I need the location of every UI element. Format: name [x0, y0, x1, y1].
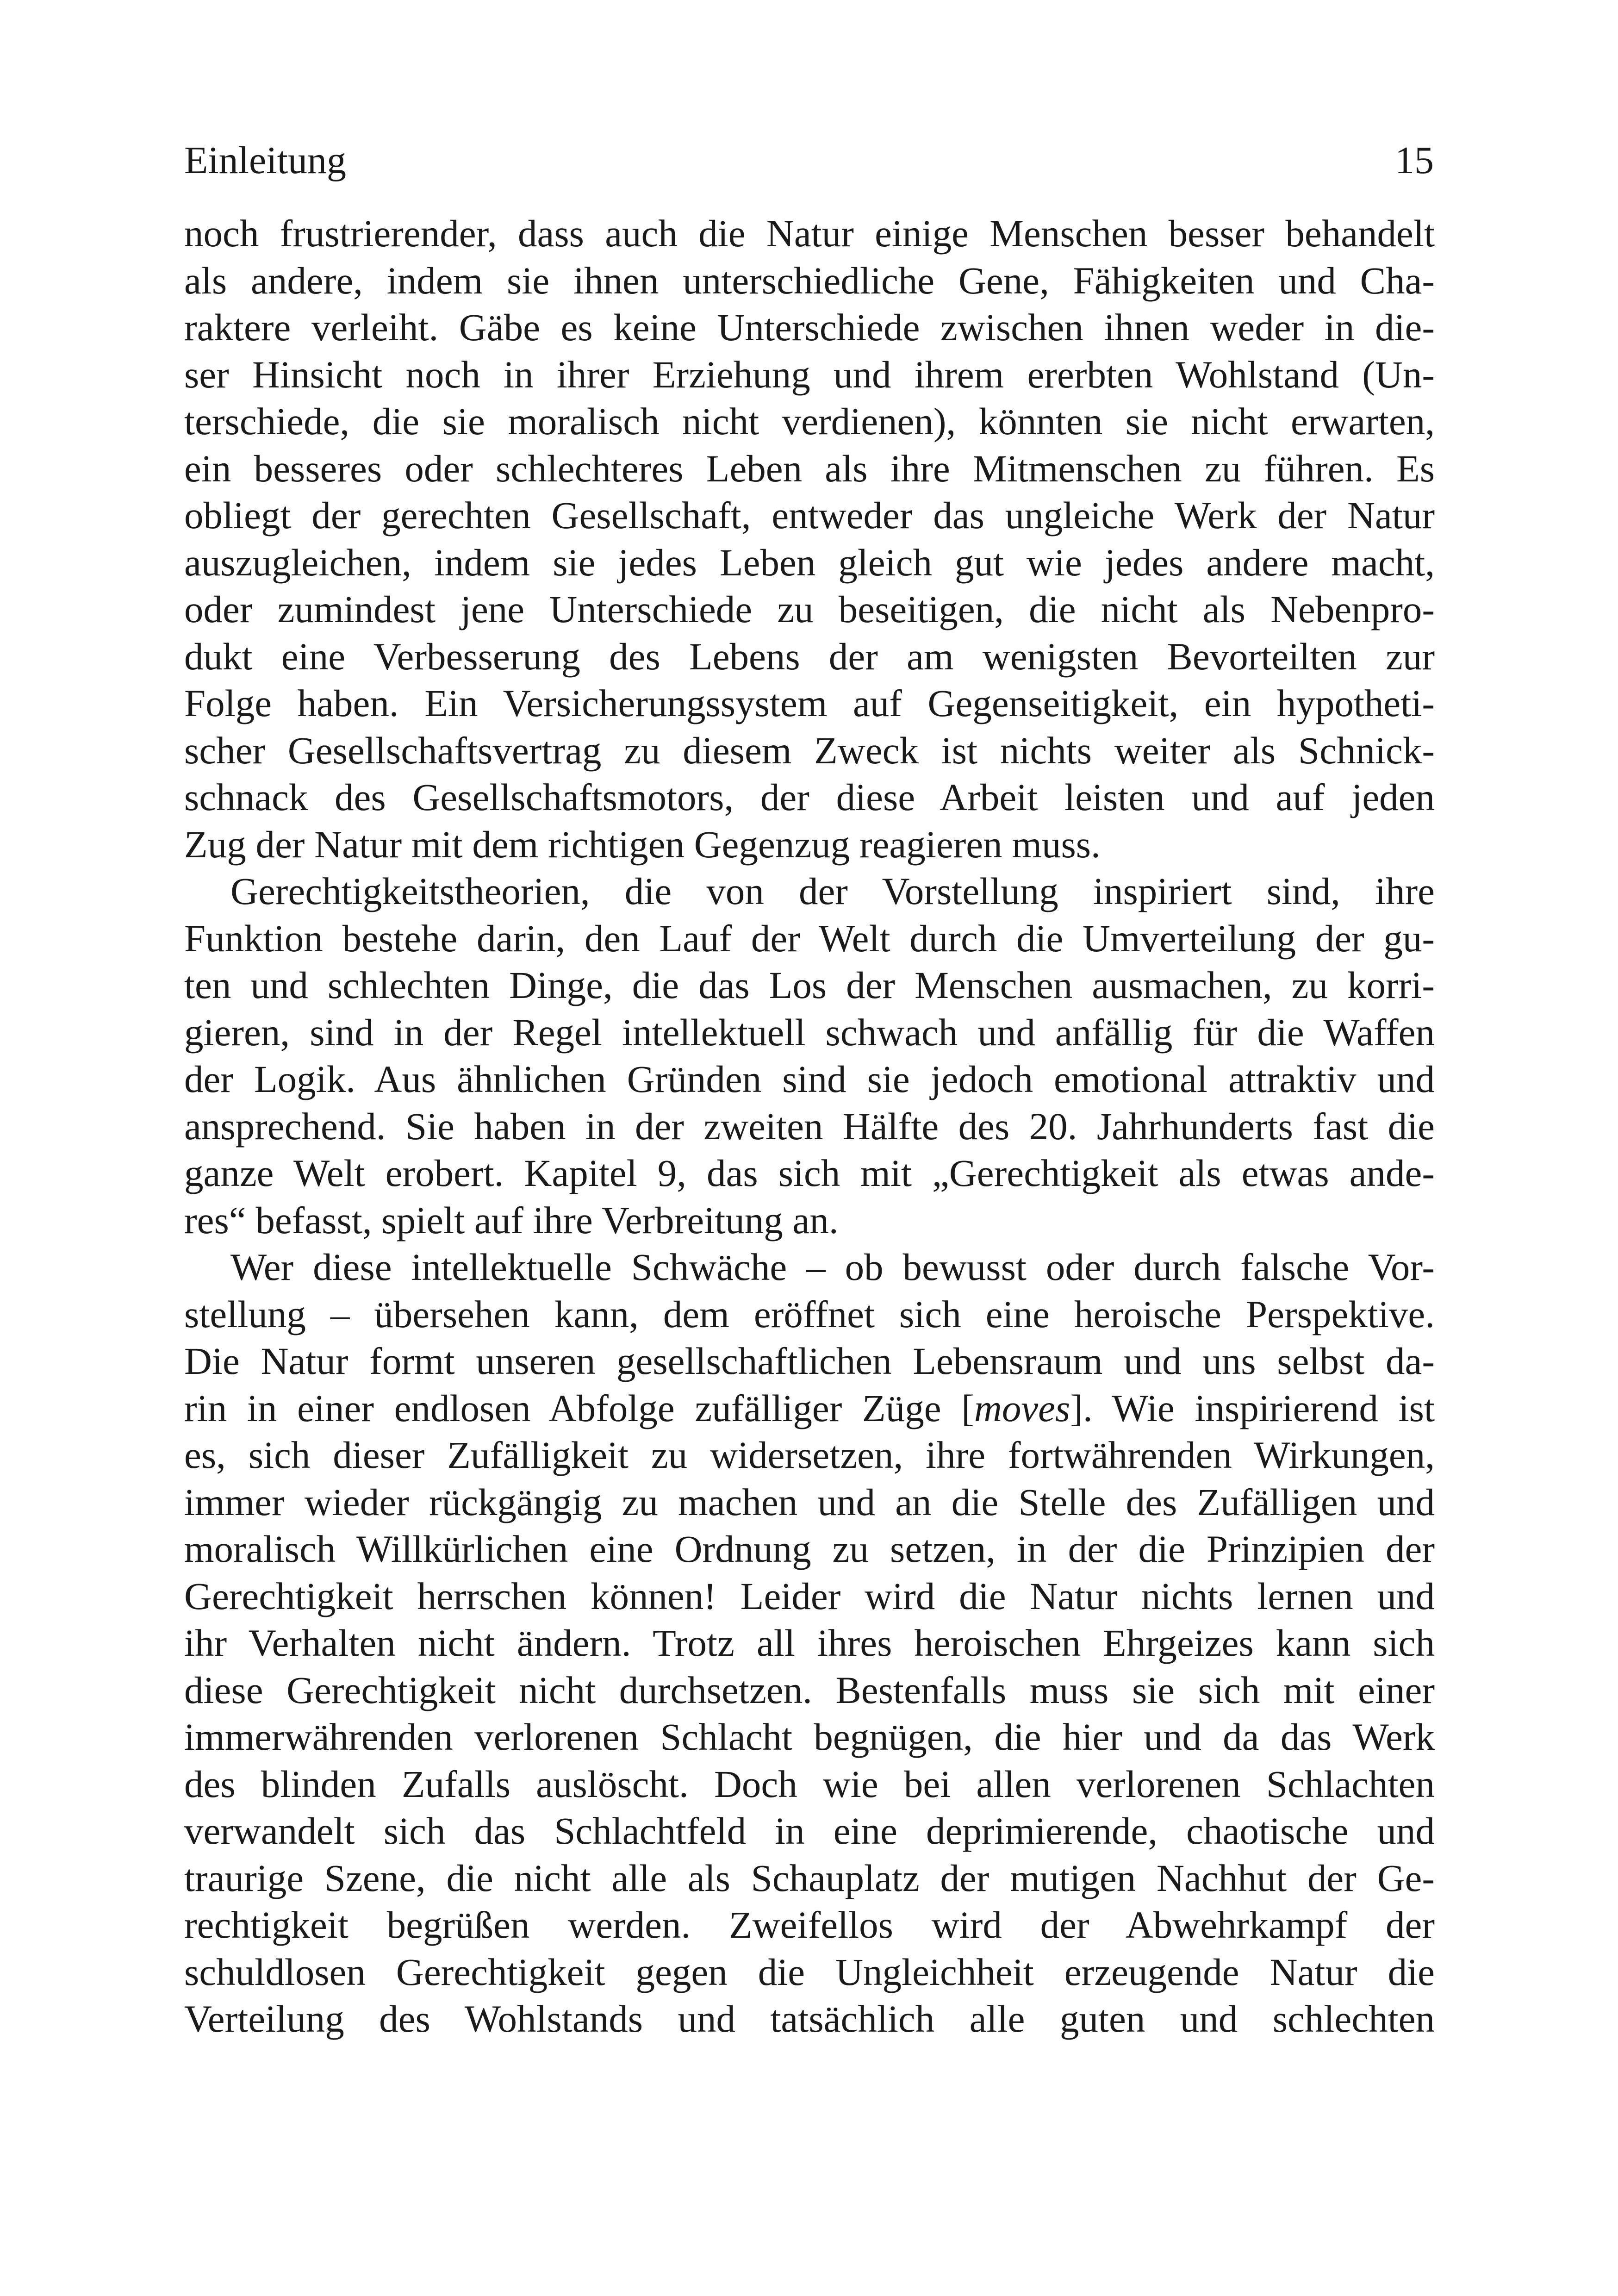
text-line: verwandelt sich das Schlachtfeld in eine deprimierende, chaotische und: [184, 1809, 1435, 1852]
text-line: Folge haben. Ein Versicherungssystem auf Gegenseitigkeit, ein hypotheti-: [184, 682, 1435, 724]
text-line: der Logik. Aus ähnlichen Gründen sind sie jedoch emotional attraktiv und: [184, 1058, 1435, 1100]
text-line: scher Gesellschaftsvertrag zu diesem Zweck ist nichts weiter als Schnick-: [184, 729, 1435, 772]
text-line: ihr Verhalten nicht ändern. Trotz all ihres heroischen Ehrgeizes kann sich: [184, 1622, 1435, 1664]
text-line: des blinden Zufalls auslöscht. Doch wie bei allen verlorenen Schlachten: [184, 1762, 1435, 1805]
text-line: als andere, indem sie ihnen unterschiedliche Gene, Fähigkeiten und Cha-: [184, 259, 1435, 302]
text-fragment: rin in einer endlosen Abfolge zufälliger Züge [: [184, 1386, 974, 1429]
text-line: stellung – übersehen kann, dem eröffnet sich eine heroische Perspektive.: [184, 1292, 1435, 1335]
text-line: ganze Welt erobert. Kapitel 9, das sich mit „Gerechtigkeit als etwas ande-: [184, 1152, 1435, 1194]
text-line: traurige Szene, die nicht alle als Schauplatz der mutigen Nachhut der Ge-: [184, 1856, 1435, 1899]
text-line: Gerechtigkeitstheorien, die von der Vorstellung inspiriert sind, ihre: [230, 870, 1435, 912]
text-line: Verteilung des Wohlstands und tatsächlich alle guten und schlechten: [184, 1997, 1435, 2040]
text-line: oder zumindest jene Unterschiede zu beseitigen, die nicht als Nebenpro-: [184, 588, 1435, 630]
text-line: ansprechend. Sie haben in der zweiten Hälfte des 20. Jahrhunderts fast die: [184, 1104, 1435, 1148]
text-line: immer wieder rückgängig zu machen und an die Stelle des Zufälligen und: [184, 1480, 1435, 1523]
text-line: [184, 1385, 1435, 1432]
page-number: 15: [1395, 139, 1434, 182]
text-line: Gerechtigkeit herrschen können! Leider wird die Natur nichts lernen und: [184, 1574, 1435, 1617]
text-line: schnack des Gesellschaftsmotors, der diese Arbeit leisten und auf jeden: [184, 776, 1435, 818]
running-header: [184, 135, 1434, 186]
text-line: noch frustrierender, dass auch die Natur einige Menschen besser behandelt: [184, 212, 1435, 255]
text-line: dukt eine Verbesserung des Lebens der am wenigsten Bevorteilten zur: [184, 635, 1435, 678]
italic-term: moves: [974, 1386, 1070, 1429]
text-line: terschiede, die sie moralisch nicht verdienen), könnten sie nicht erwarten,: [184, 400, 1435, 443]
text-line: rechtigkeit begrüßen werden. Zweifellos wird der Abwehrkampf der: [184, 1903, 1435, 1946]
body-text: [184, 210, 1435, 2043]
text-line: ser Hinsicht noch in ihrer Erziehung und ihrem ererbten Wohlstand (Un-: [184, 353, 1435, 396]
text-line: gieren, sind in der Regel intellektuell schwach und anfällig für die Waffen: [184, 1011, 1435, 1054]
text-line: ein besseres oder schlechteres Leben als ihre Mitmenschen zu führen. Es: [184, 447, 1435, 490]
running-head-title: Einleitung: [184, 139, 346, 182]
text-line: Die Natur formt unseren gesellschaftlichen Lebensraum und uns selbst da-: [184, 1340, 1435, 1382]
text-line: obliegt der gerechten Gesellschaft, entweder das ungleiche Werk der Natur: [184, 494, 1435, 537]
text-line: schuldlosen Gerechtigkeit gegen die Ungleichheit erzeugende Natur die: [184, 1950, 1435, 1993]
text-line: moralisch Willkürlichen eine Ordnung zu setzen, in der die Prinzipien der: [184, 1528, 1435, 1570]
text-line: Wer diese intellektuelle Schwäche – ob bewusst oder durch falsche Vor-: [230, 1246, 1435, 1288]
text-line: Zug der Natur mit dem richtigen Gegenzug reagieren muss.: [184, 823, 1101, 866]
text-line: diese Gerechtigkeit nicht durchsetzen. Bestenfalls muss sie sich mit einer: [184, 1668, 1435, 1711]
text-fragment: ]. Wie inspirierend ist: [1070, 1386, 1435, 1429]
text-line: res“ befasst, spielt auf ihre Verbreitung an.: [184, 1198, 839, 1242]
text-line: ten und schlechten Dinge, die das Los der Menschen ausmachen, zu korri-: [184, 964, 1435, 1006]
text-line: immerwährenden verlorenen Schlacht begnügen, die hier und da das Werk: [184, 1716, 1435, 1758]
text-line: es, sich dieser Zufälligkeit zu widersetzen, ihre fortwährenden Wirkungen,: [184, 1434, 1435, 1476]
text-line: raktere verleiht. Gäbe es keine Unterschiede zwischen ihnen weder in die-: [184, 306, 1435, 349]
text-line: Funktion bestehe darin, den Lauf der Welt durch die Umverteilung der gu-: [184, 917, 1435, 960]
text-line: auszugleichen, indem sie jedes Leben gleich gut wie jedes andere macht,: [184, 541, 1435, 584]
